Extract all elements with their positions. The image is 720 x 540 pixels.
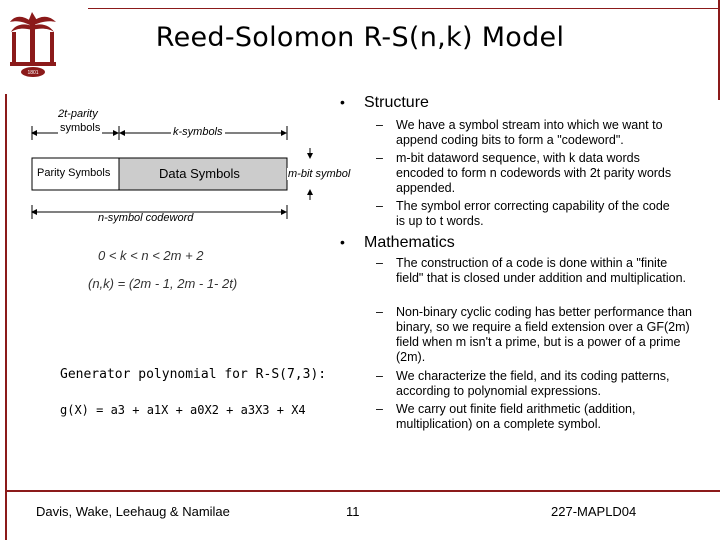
- bullet-structure-label: Structure: [364, 94, 429, 111]
- math-item: – We carry out finite field arithmetic (addition, multiplication) on a complete symbol.: [376, 402, 636, 431]
- parity-top-label-1: 2t-parity: [58, 108, 98, 120]
- codeword-diagram: [28, 108, 358, 228]
- structure-item-text: m-bit dataword sequence, with k data words encoded to form n codewords with 2t parity words appended.: [396, 151, 672, 195]
- bullet-mathematics: [340, 234, 455, 252]
- k-symbols-label: k-symbols: [173, 126, 223, 138]
- frame-header-rule: [88, 8, 720, 9]
- math-item-text: The construction of a code is done within a "finite field" that is closed under addition and multiplication.: [396, 256, 687, 285]
- math-item-text: Non-binary cyclic coding has better performance than binary, so we require a field extension over a GF(2m) field when m isn't a prime, but is a power of a prime (2m).: [396, 305, 692, 364]
- codeword-label: n-symbol codeword: [98, 212, 194, 224]
- structure-item: – The symbol error correcting capability of the code is up to t words.: [376, 199, 670, 228]
- generator-caption: Generator polynomial for R-S(7,3):: [60, 367, 327, 382]
- bullet-structure: [340, 94, 429, 112]
- data-box-label: Data Symbols: [159, 166, 240, 181]
- frame-bottom-rule: [5, 490, 720, 492]
- footer-page-number: 11: [346, 504, 360, 519]
- svg-text:1801: 1801: [27, 70, 39, 76]
- structure-item: – We have a symbol stream into which we want to append coding bits to form a "codeword".: [376, 118, 663, 147]
- math-item: – Non-binary cyclic coding has better performance than binary, so we require a field extension over a GF(2m) field when m isn't a prime, but is a power of a prime (2m).: [376, 305, 692, 364]
- bullet-mathematics-label: Mathematics: [364, 234, 455, 251]
- parity-box-label: Parity Symbols: [37, 167, 111, 179]
- footer-course-code: 227-MAPLD04: [551, 504, 637, 519]
- parity-top-label-2: symbols: [60, 122, 101, 134]
- bullet-dot-icon: •: [340, 234, 345, 250]
- frame-left-vertical: [5, 94, 7, 540]
- bullet-dot-icon: •: [340, 94, 345, 110]
- math-item-text: We carry out finite field arithmetic (addition, multiplication) on a complete symbol.: [396, 402, 636, 431]
- math-item: – We characterize the field, and its coding patterns, according to polynomial expressions.: [376, 369, 670, 398]
- structure-item: – m-bit dataword sequence, with k data words encoded to form n codewords with 2t parity words appended.: [376, 151, 672, 195]
- generator-polynomial: g(X) = a3 + a1X + a0X2 + a3X3 + X4: [60, 403, 306, 417]
- inequality-formula: 0 < k < n < 2m + 2: [98, 248, 204, 263]
- mbit-symbol-label: m-bit symbol: [288, 168, 351, 180]
- footer-authors: Davis, Wake, Leehaug & Namilae: [36, 504, 230, 519]
- math-item-text: We characterize the field, and its coding patterns, according to polynomial expressions.: [396, 369, 670, 398]
- nk-formula: (n,k) = (2m - 1, 2m - 1- 2t): [88, 276, 238, 291]
- math-item: – The construction of a code is done within a "finite field" that is closed under addition and multiplication.: [376, 256, 687, 285]
- structure-item-text: The symbol error correcting capability of the code is up to t words.: [396, 199, 670, 228]
- structure-item-text: We have a symbol stream into which we want to append coding bits to form a "codeword".: [396, 118, 663, 147]
- slide-title: Reed-Solomon R-S(n,k) Model: [155, 22, 565, 53]
